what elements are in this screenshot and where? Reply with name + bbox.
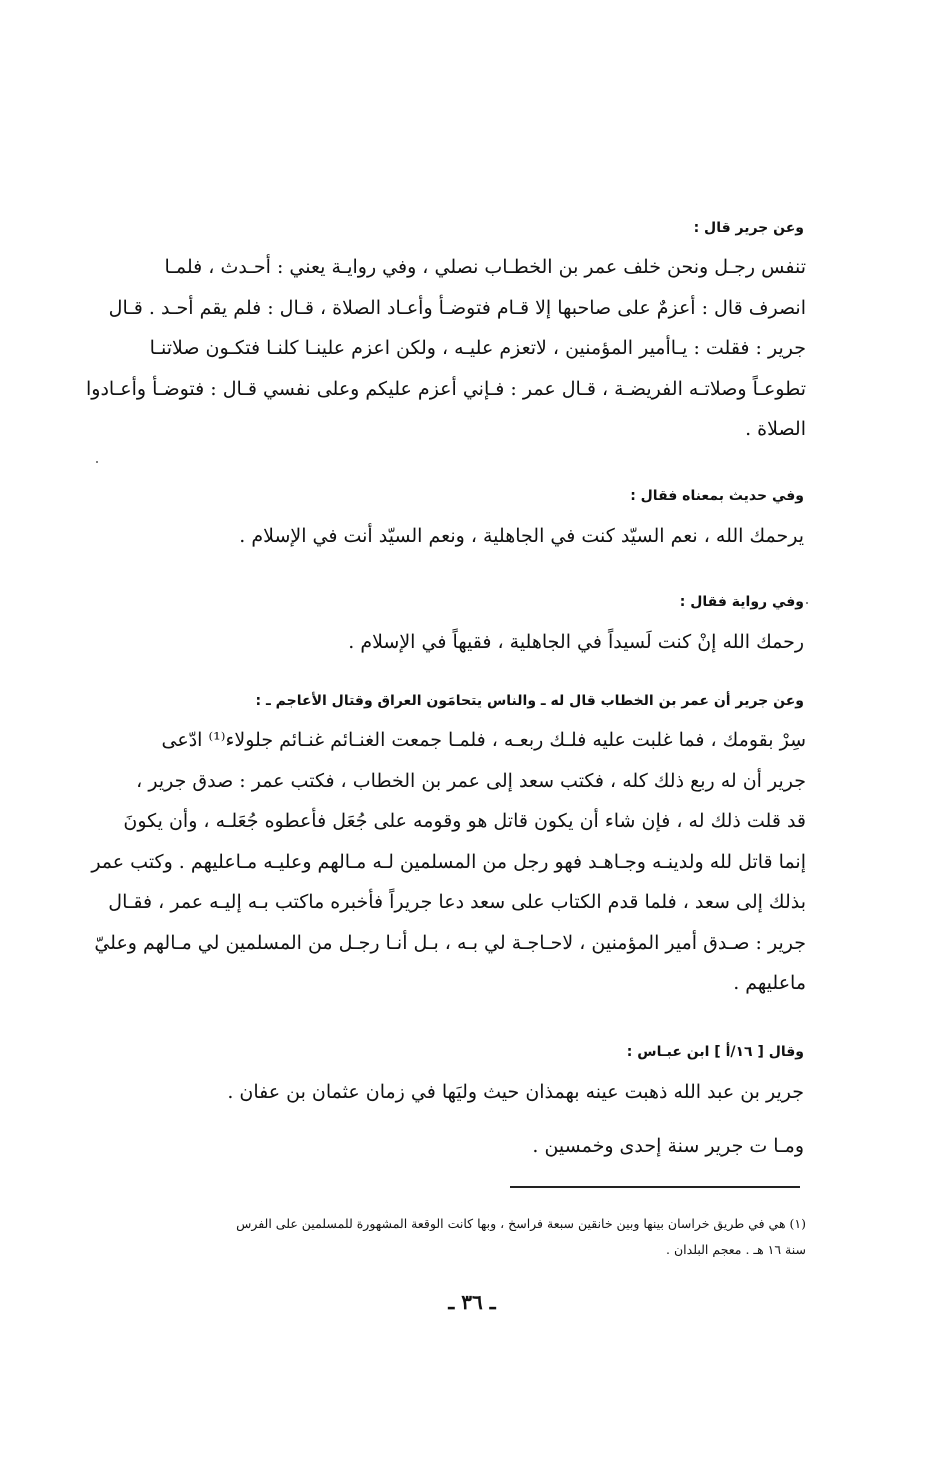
scan-speck	[96, 461, 98, 463]
section-heading-5: وقال [ ١٦/أ ] ابن عبـاس :	[626, 1044, 804, 1060]
paragraph-1-line-2: انصرف قال : أعزمٌ على صاحبها إلا قـام فتوضـأ وأعـاد الصلاة ، قـال : فلم يقم أحـد . قـال	[108, 296, 806, 319]
section-2-text: يرحمك الله ، نعم السيّد كنت في الجاهلية ، ونعم السيّد أنت في الإسلام .	[239, 525, 804, 547]
paragraph-4-line-7: ماعليهم .	[733, 972, 806, 994]
page-number: ـ ٣٦ ـ	[448, 1290, 496, 1314]
paragraph-4	[91, 720, 806, 1004]
footnote-line-1: (١) هي في طريق خراسان بينها وبين خانقين سبعة فراسخ ، وبها كانت الوقعة المشهورة للمسلمين على الفرس	[236, 1216, 806, 1231]
paragraph-4-line-5: بذلك إلى سعد ، فلما قدم الكتاب على سعد دعا جريراً فأخبره ماكتب بـه إليـه عمر ، فقـال	[108, 891, 806, 913]
section-heading-2: وفي حديث بمعناه فقال :	[630, 488, 804, 504]
paragraph-1-line-5: الصلاة .	[745, 418, 806, 440]
paragraph-1-line-4: تطوعـاً وصلاتـه الفريضـة ، قـال عمر : فـإني أعزم عليكم وعلى نفسي قـال : فتوضـأ وأعـادوا	[86, 377, 806, 400]
footnote-divider	[510, 1186, 800, 1188]
footnote	[100, 1211, 806, 1263]
section-3-text: رحمك الله إنْ كنت لَسيداً في الجاهلية ، فقيهاً في الإسلام .	[348, 631, 804, 653]
scan-speck	[806, 602, 808, 604]
section-heading-1: وعن جرير قال :	[693, 220, 804, 236]
section-5-text-2: ومـا ت جرير سنة إحدى وخمسين .	[532, 1135, 804, 1157]
paragraph-1-line-1: تنفس رجـل ونحن خلف عمر بن الخطـاب نصلي ، وفي روايـة يعني : أحـدث ، فلمـا	[164, 256, 806, 278]
paragraph-1	[86, 247, 806, 450]
paragraph-4-line-3: قد قلت ذلك له ، فإن شاء أن يكون قاتل هو وقومه على جُعَل فأعطوه جُعَلـه ، وأن يكونَ	[123, 810, 806, 832]
section-heading-3: وفي رواية فقال :	[679, 594, 804, 610]
section-5-text-1: جرير بن عبد الله ذهبت عينه بهمذان حيث وليَها في زمان عثمان بن عفان .	[227, 1081, 804, 1103]
paragraph-4-line-6: جرير : صـدق أمير المؤمنين ، لاحـاجـة لي بـه ، بـل أنـا رجـل من المسلمين لي مـالهم وعليّ	[94, 931, 806, 954]
footnote-line-2: سنة ١٦ هـ . معجم البلدان .	[666, 1242, 806, 1257]
paragraph-4-line-1: سِرْ بقومك ، فما غلبت عليه فلـك ربعـه ، فلمـا جمعت الغنـائم غنـائم جلولاء⁽¹⁾ ادّعى	[161, 729, 806, 751]
paragraph-4-line-2: جرير أن له ربع ذلك كله ، فكتب سعد إلى عمر بن الخطاب ، فكتب عمر : صدق جرير ،	[136, 769, 806, 792]
paragraph-1-line-3: جرير : فقلت : يـاأمير المؤمنين ، لاتعزم عليـه ، ولكن اعزم علينـا كلنـا فتكـون صلاتنـا	[149, 337, 806, 359]
paragraph-4-line-4: إنما قاتل لله ولدينـه وجـاهـد فهو رجل من المسلمين لـه مـالهم وعليـه مـاعليهم . وكتب عمر	[91, 850, 806, 873]
section-heading-4: وعن جرير أن عمر بن الخطاب قال له ـ والناس يتحامَون العراق وقتال الأعاجم ـ :	[255, 693, 804, 709]
